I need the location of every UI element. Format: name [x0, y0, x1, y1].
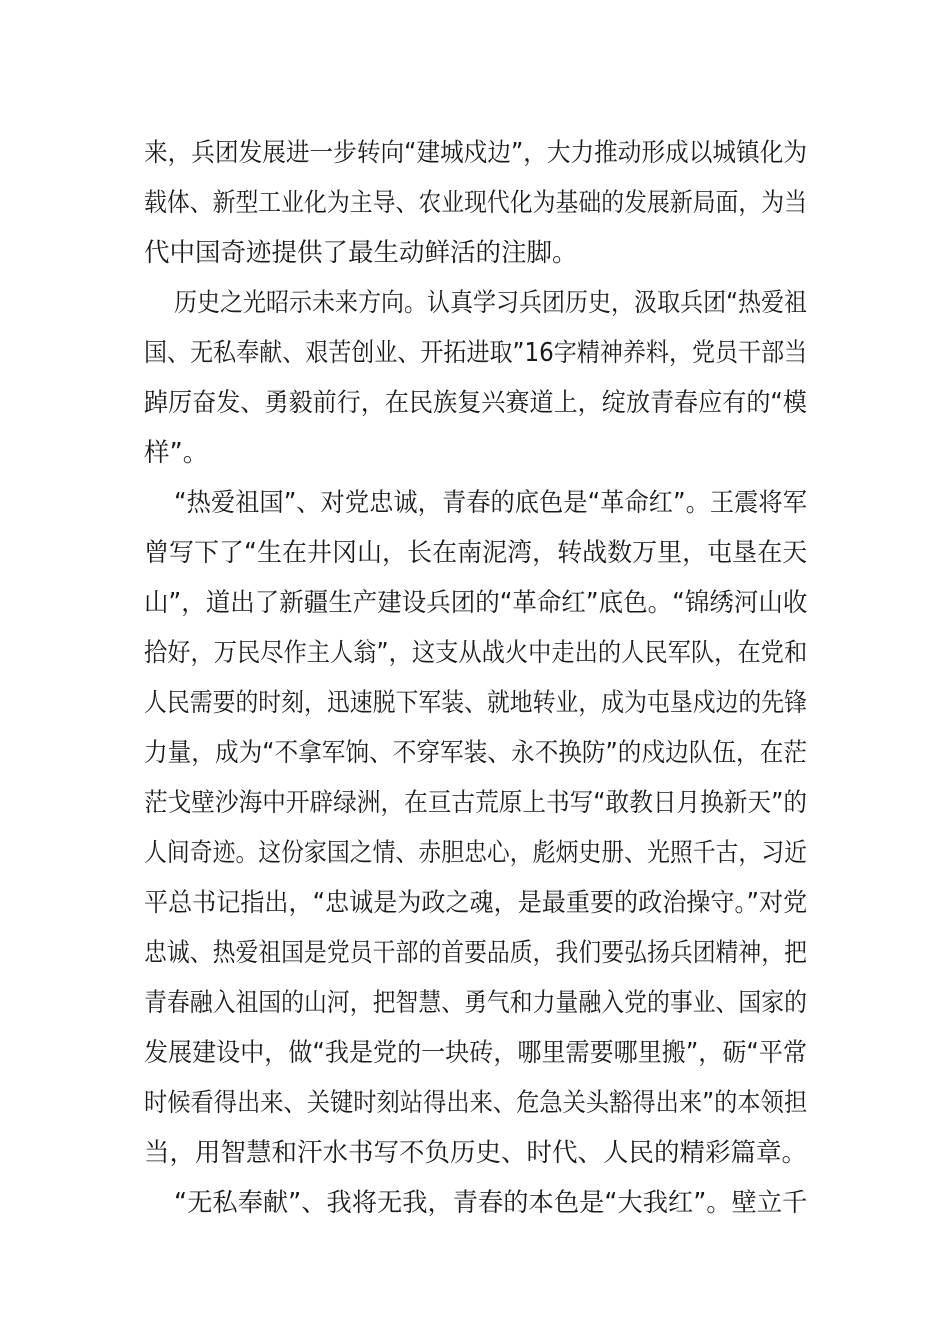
text-line: 曾写下了“生在井冈山，长在南泥湾，转战数万里，屯垦在天	[144, 538, 808, 568]
text-line: 青春融入祖国的山河，把智慧、勇气和力量融入党的事业、国家的	[144, 988, 807, 1018]
text-line: “热爱祖国”、对党忠诚，青春的底色是“革命红”。王震将军	[174, 488, 807, 518]
text-line: 当，用智慧和汗水书写不负历史、时代、人民的精彩篇章。	[144, 1138, 808, 1168]
text-line: 踔厉奋发、勇毅前行，在民族复兴赛道上，绽放青春应有的“模	[144, 388, 807, 418]
text-line: 载体、新型工业化为主导、农业现代化为基础的发展新局面，为当	[144, 188, 807, 218]
text-line: 代中国奇迹提供了最生动鲜活的注脚。	[144, 238, 578, 268]
text-line: 拾好，万民尽作主人翁”，这支从战火中走出的人民军队，在党和	[144, 638, 808, 668]
text-line: “无私奉献”、我将无我，青春的本色是“大我红”。壁立千	[174, 1188, 808, 1218]
text-line: 忠诚、热爱祖国是党员干部的首要品质，我们要弘扬兵团精神，把	[144, 938, 807, 968]
text-line: 茫戈壁沙海中开辟绿洲，在亘古荒原上书写“敢教日月换新天”的	[144, 788, 807, 818]
text-line: 历史之光昭示未来方向。认真学习兵团历史，汲取兵团“热爱祖	[174, 288, 807, 318]
text-line: 山”，道出了新疆生产建设兵团的“革命红”底色。“锦绣河山收	[144, 588, 808, 618]
text-line: 人间奇迹。这份家国之情、赤胆忠心，彪炳史册、光照千古，习近	[144, 838, 807, 868]
text-line: 发展建设中，做“我是党的一块砖，哪里需要哪里搬”，砺“平常	[144, 1038, 807, 1068]
text-line: 国、无私奉献、艰苦创业、开拓进取”16字精神养料，党员干部当	[144, 338, 808, 368]
text-line: 平总书记指出，“忠诚是为政之魂，是最重要的政治操守。”对党	[144, 888, 808, 918]
text-line: 人民需要的时刻，迅速脱下军装、就地转业，成为屯垦戍边的先锋	[144, 688, 807, 718]
text-line: 来，兵团发展进一步转向“建城戍边”，大力推动形成以城镇化为	[144, 138, 807, 168]
text-line: 时候看得出来、关键时刻站得出来、危急关头豁得出来”的本领担	[144, 1088, 808, 1118]
text-line: 样”。	[144, 438, 209, 468]
text-line: 力量，成为“不拿军饷、不穿军装、永不换防”的戍边队伍，在茫	[144, 738, 807, 768]
